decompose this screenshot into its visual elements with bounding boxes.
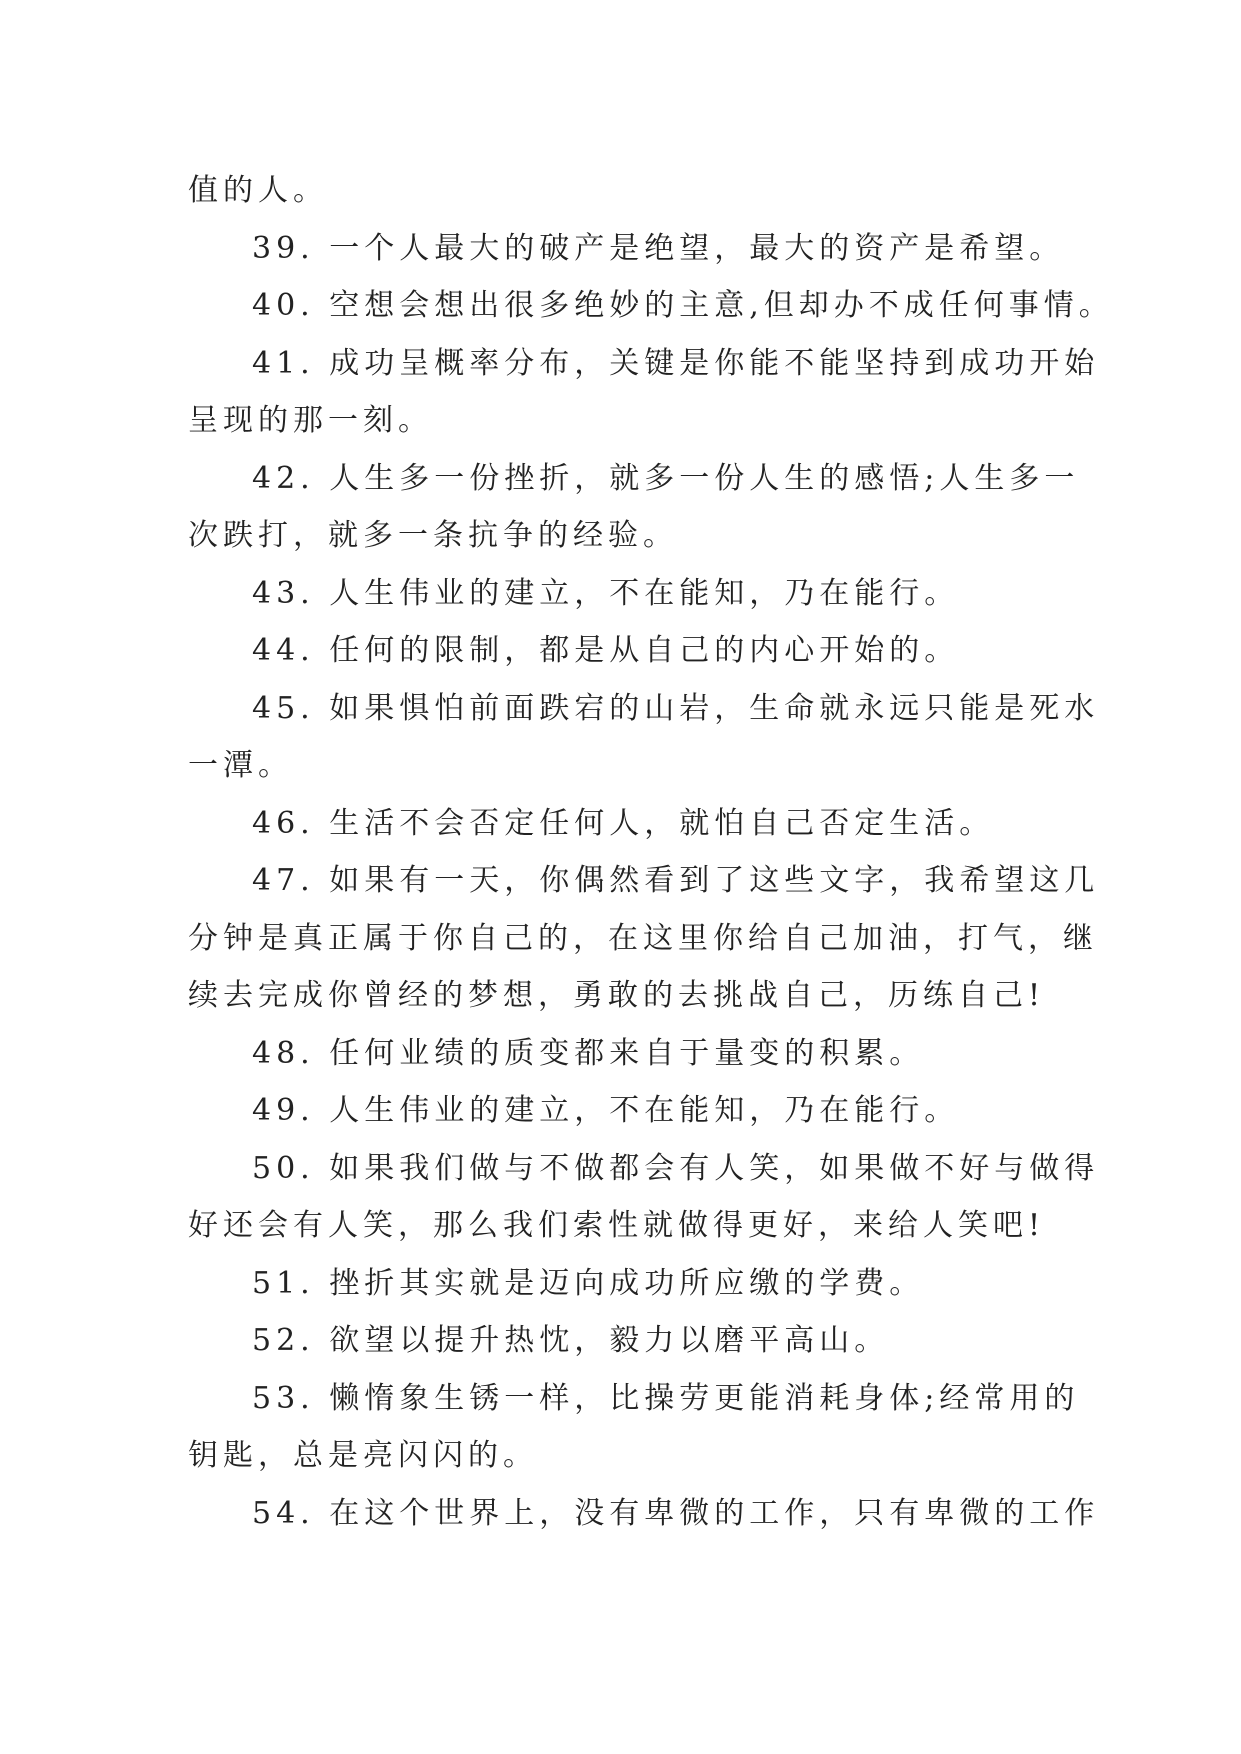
text-line: 呈现的那一刻。 xyxy=(188,403,433,438)
text-line: 40. 空想会想出很多绝妙的主意,但却办不成任何事情。 xyxy=(252,288,1114,323)
text-line: 值的人。 xyxy=(188,173,328,208)
text-line: 分钟是真正属于你自己的，在这里你给自己加油，打气，继 xyxy=(188,920,1098,956)
text-line: 49. 人生伟业的建立，不在能知，乃在能行。 xyxy=(252,1093,960,1128)
text-line: 54. 在这个世界上，没有卑微的工作，只有卑微的工作 xyxy=(252,1495,1100,1531)
text-line: 43. 人生伟业的建立，不在能知，乃在能行。 xyxy=(252,575,960,611)
text-line: 46. 生活不会否定任何人，就怕自己否定生活。 xyxy=(252,805,995,841)
text-line: 41. 成功呈概率分布，关键是你能不能坚持到成功开始 xyxy=(252,345,1100,381)
text-line: 续去完成你曾经的梦想，勇敢的去挑战自己，历练自己! xyxy=(188,978,1046,1013)
text-line: 44. 任何的限制，都是从自己的内心开始的。 xyxy=(252,633,960,668)
text-line: 42. 人生多一份挫折，就多一份人生的感悟;人生多一 xyxy=(252,460,1080,496)
text-line: 39. 一个人最大的破产是绝望，最大的资产是希望。 xyxy=(252,230,1065,266)
text-line: 50. 如果我们做与不做都会有人笑，如果做不好与做得 xyxy=(252,1150,1100,1186)
text-line: 45. 如果惧怕前面跌宕的山岩，生命就永远只能是死水 xyxy=(252,690,1100,726)
text-line: 次跌打，就多一条抗争的经验。 xyxy=(188,518,678,553)
text-line: 51. 挫折其实就是迈向成功所应缴的学费。 xyxy=(252,1265,925,1301)
text-line: 钥匙，总是亮闪闪的。 xyxy=(188,1438,538,1473)
text-line: 52. 欲望以提升热忱，毅力以磨平高山。 xyxy=(252,1323,890,1358)
text-line: 48. 任何业绩的质变都来自于量变的积累。 xyxy=(252,1035,925,1071)
text-line: 53. 懒惰象生锈一样，比操劳更能消耗身体;经常用的 xyxy=(252,1380,1080,1416)
text-line: 47. 如果有一天，你偶然看到了这些文字，我希望这几 xyxy=(252,863,1100,898)
text-line: 一潭。 xyxy=(188,748,293,783)
text-line: 好还会有人笑，那么我们索性就做得更好，来给人笑吧! xyxy=(188,1208,1046,1243)
document-body xyxy=(188,162,1114,1542)
